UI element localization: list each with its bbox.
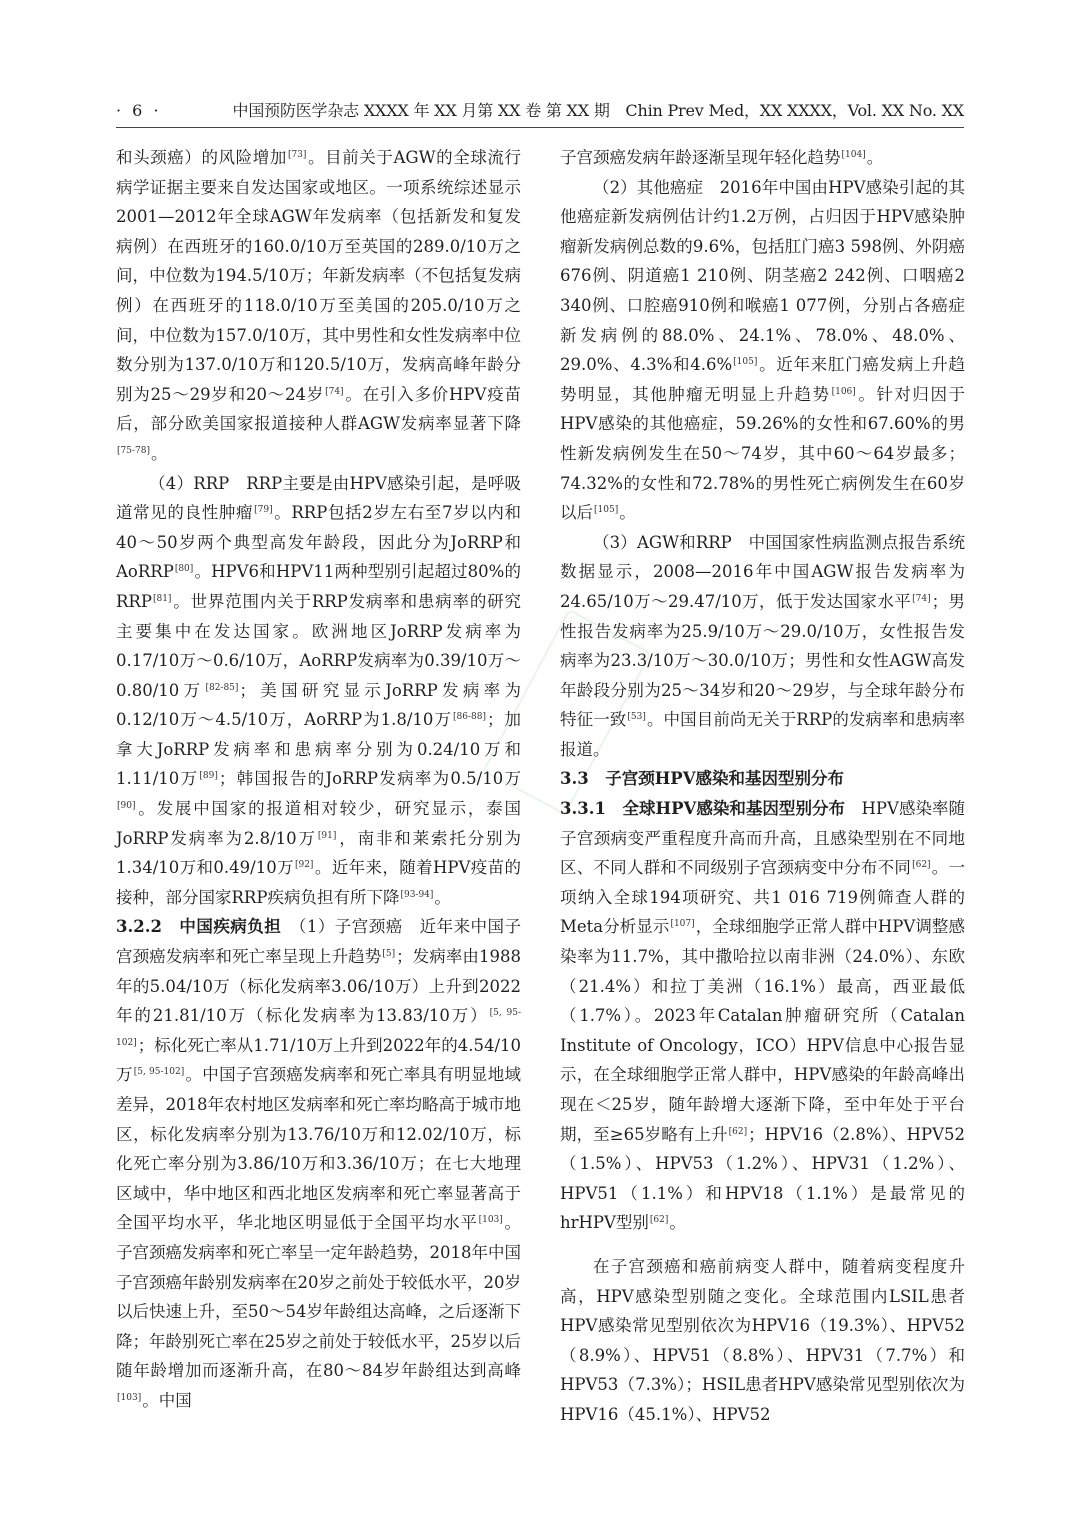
citation: [5, 95-102] xyxy=(133,1067,185,1078)
citation: [103] xyxy=(478,1215,503,1226)
citation: [5, 95-102] xyxy=(116,1008,521,1048)
citation: [62] xyxy=(649,1215,669,1226)
citation: [103] xyxy=(117,1392,142,1403)
citation: [92] xyxy=(294,860,314,871)
citation: [86-88] xyxy=(453,712,486,723)
paragraph: （3）AGW和RRP 中国国家性病监测点报告系统数据显示，2008—2016年中国AGW报告发病率为24.65/10万～29.47/10万，低于发达国家水平[74]；男性报告发病率为25.9/10万～29.0/10万，女性报告发病率为23.3/10万～30.0/10万；男性和女性AGW高发年龄段分别为25～34岁和20～29岁，与全球年龄分布特征一致[53]。中国目前尚无关于RRP的发病率和患病率报道。 xyxy=(560,532,965,759)
citation: [74] xyxy=(912,593,931,604)
paragraph: 和头颈癌）的风险增加[73]。目前关于AGW的全球流行病学证据主要来自发达国家或地区。一项系统综述显示2001—2012年全球AGW年发病率（包括新发和复发病例）在西班牙的160.0/10万至英国的289.0/10万之间，中位数为194.5/10万；年新发病率（不包括复发病例）在西班牙的118.0/10万至美国的205.0/10万之间，中位数为157.0/10万，其中男性和女性发病率中位数分别为137.0/10万和120.5/10万，发病高峰年龄分别为25～29岁和20～24岁[74]。在引入多价HPV疫苗后，部分欧美国家报道接种人群AGW发病率显著下降[75-78]。 xyxy=(116,148,522,463)
left-column xyxy=(116,143,521,1416)
paragraph: （4）RRP RRP主要是由HPV感染引起，是呼吸道常见的良性肿瘤[79]。RRP包括2岁左右至7岁以内和40～50岁两个典型高发年龄段，因此分为JoRRP和AoRRP[80]。HPV6和HPV11两种型别引起超过80%的RRP[81]。世界范围内关于RRP发病率和患病率的研究主要集中在发达国家。欧洲地区JoRRP发病率为0.17/10万～0.6/10万，AoRRP发病率为0.39/10万～0.80/10万[82-85]；美国研究显示JoRRP发病率为0.12/10万～4.5/10万，AoRRP为1.8/10万[86-88]；加拿大JoRRP发病率和患病率分别为0.24/10万和1.11/10万[89]；韩国报告的JoRRP发病率为0.5/10万[90]。发展中国家的报道相对较少，研究显示，泰国JoRRP发病率为2.8/10万[91]，南非和莱索托分别为1.34/10万和0.49/10万[92]。近年来，随着HPV疫苗的接种，部分国家RRP疾病负担有所下降[93-94]。 xyxy=(116,473,522,907)
section-heading: 3.3 子宫颈HPV感染和基因型别分布 xyxy=(560,769,845,789)
subsection-heading: 3.3.1 全球HPV感染和基因型别分布 xyxy=(560,799,845,819)
page-number: · 6 · xyxy=(116,101,162,120)
citation: [93-94] xyxy=(400,889,434,900)
citation: [82-85] xyxy=(205,682,239,693)
citation: [53] xyxy=(627,712,646,723)
paragraph: 在子宫颈癌和癌前病变人群中，随着病变程度升高，HPV感染型别随之变化。全球范围内LSIL患者HPV感染常见型别依次为HPV16（19.3%）、HPV52（8.9%）、HPV51（8.8%）、HPV31（7.7%）和HPV53（7.3%）；HSIL患者HPV感染常见型别依次为HPV16（45.1%）、HPV52 xyxy=(560,1256,965,1424)
citation: [74] xyxy=(325,386,344,397)
citation: [105] xyxy=(594,505,619,516)
citation: [62] xyxy=(728,1126,748,1137)
citation: [75-78] xyxy=(117,445,150,456)
citation: [73] xyxy=(287,150,307,160)
citation: [80] xyxy=(174,564,194,575)
paragraph: 3.2.2 中国疾病负担 （1）子宫颈癌 近年来中国子宫颈癌发病率和死亡率呈现上升趋势[5]；发病率由1988年的5.04/10万（标化发病率3.06/10万）上升到2022年的21.81/10万（标化发病率为13.83/10万）[5, 95-102]；标化死亡率从1.71/10万上升到2022年的4.54/10万[5, 95-102]。中国子宫颈癌发病率和死亡率具有明显地域差异，2018年农村地区发病率和死亡率均略高于城市地区，标化发病率分别为13.76/10万和12.02/10万，标化死亡率分别为3.86/10万和3.36/10万；在七大地理区域中，华中地区和西北地区发病率和死亡率显著高于全国平均水平，华北地区明显低于全国平均水平[103]。子宫颈癌发病率和死亡率呈一定年龄趋势，2018年中国子宫颈癌年龄别发病率在20岁之前处于较低水平，20岁以后快速上升，至50～54岁年龄组达高峰，之后逐渐下降；年龄别死亡率在25岁之前处于较低水平，25岁以后随年龄增加而逐渐升高，在80～84岁年龄组达到高峰[103]。中国 xyxy=(116,917,522,1410)
citation: [104] xyxy=(841,150,866,160)
citation: [81] xyxy=(152,593,172,604)
citation: [107] xyxy=(670,919,695,930)
citation: [62] xyxy=(912,860,931,871)
citation: [91] xyxy=(317,830,337,841)
paragraph: 子宫颈癌发病年龄逐渐呈现年轻化趋势[104]。 xyxy=(560,148,884,167)
right-column xyxy=(560,143,965,1430)
citation: [90] xyxy=(117,801,136,812)
page-header xyxy=(116,101,964,128)
paragraph: 3.3.1 全球HPV感染和基因型别分布 HPV感染率随子宫颈病变严重程度升高而升高，且感染型别在不同地区、不同人群和不同级别子宫颈病变中分布不同[62]。一项纳入全球194项研究、共1 016 719例筛查人群的Meta分析显示[107]，全球细胞学正常人群中HPV调整感染率为11.7%，其中撒哈拉以南非洲（24.0%）、东欧（21.4%）和拉丁美洲（16.1%）最高，西亚最低（1.7%）。2023年Catalan肿瘤研究所（Catalan Institute of Oncology，ICO）HPV信息中心报告显示，在全球细胞学正常人群中，HPV感染的年龄高峰出现在＜25岁，随年龄增大逐渐下降，至中年处于平台期，至≥65岁略有上升[62]；HPV16（2.8%）、HPV52（1.5%）、HPV53（1.2%）、HPV31（1.2%）、HPV51（1.1%）和HPV18（1.1%）是最常见的hrHPV型别[62]。 xyxy=(560,799,966,1233)
citation: [89] xyxy=(199,771,218,782)
running-title: 中国预防医学杂志 XXXX 年 XX 月第 XX 卷 第 XX 期 Chin Prev Med，XX XXXX，Vol. XX No. XX xyxy=(232,101,964,120)
citation: [105] xyxy=(733,357,758,368)
citation: [106] xyxy=(831,386,856,397)
section-heading: 3.2.2 中国疾病负担 xyxy=(116,917,282,937)
citation: [5] xyxy=(382,949,396,960)
citation: [79] xyxy=(254,505,273,516)
paragraph: （2）其他癌症 2016年中国由HPV感染引起的其他癌症新发病例估计约1.2万例，占归因于HPV感染肿瘤新发病例总数的9.6%，包括肛门癌3 598例、外阴癌676例、阴道癌1 210例、阴茎癌2 242例、口咽癌2 340例、口腔癌910例和喉癌1 077例，分别占各癌症新发病例的88.0%、24.1%、78.0%、48.0%、29.0%、4.3%和4.6%[105]。近年来肛门癌发病上升趋势明显，其他肿瘤无明显上升趋势[106]。针对归因于HPV感染的其他癌症，59.26%的女性和67.60%的男性新发病例发生在50～74岁，其中60～64岁最多；74.32%的女性和72.78%的男性死亡病例发生在60岁以后[105]。 xyxy=(560,177,966,523)
